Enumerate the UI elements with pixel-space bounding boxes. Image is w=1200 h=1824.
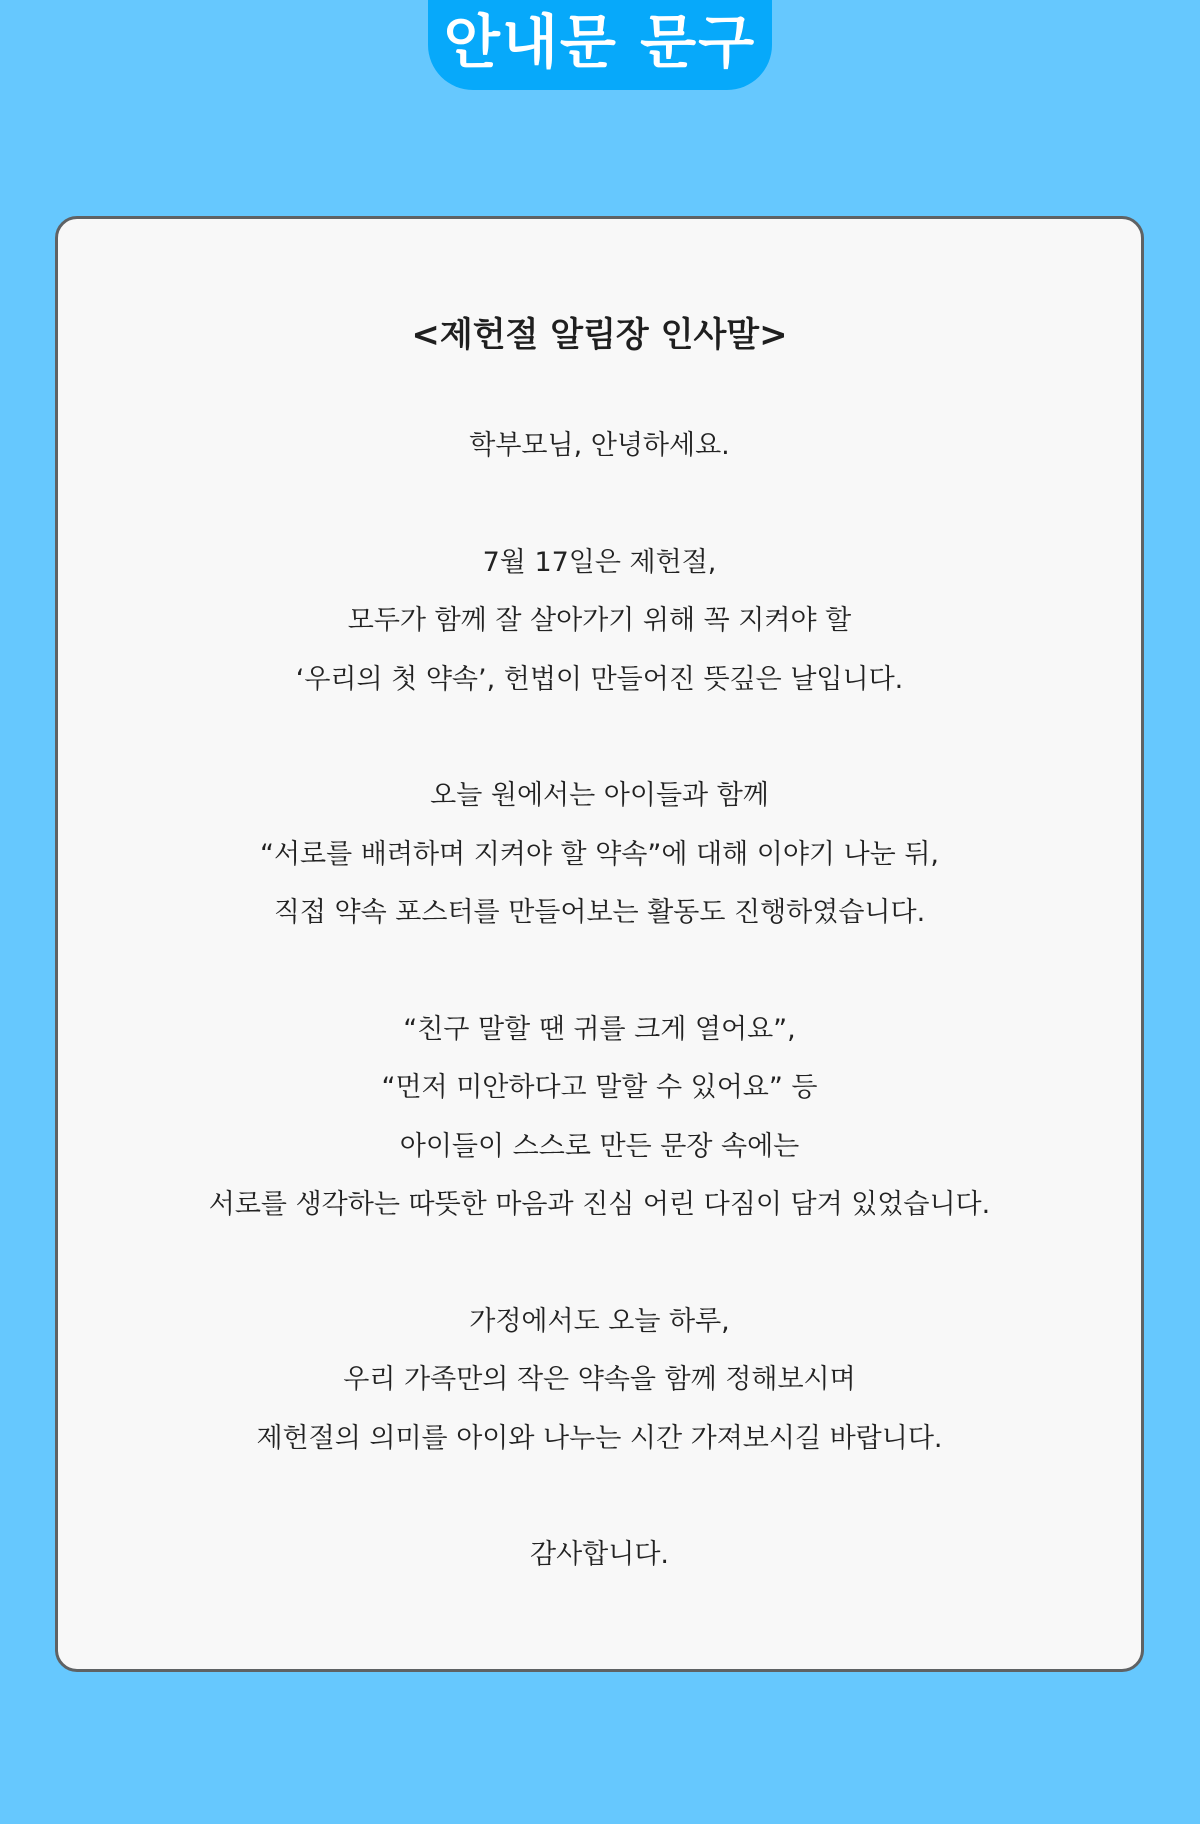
notice-line: 가정에서도 오늘 하루, <box>469 1305 730 1337</box>
notice-line: 7월 17일은 제헌절, <box>482 546 717 578</box>
notice-paragraph <box>58 1293 1141 1468</box>
notice-paragraph <box>58 1001 1141 1235</box>
notice-line: 우리 가족만의 작은 약속을 함께 정해보시며 <box>343 1364 856 1396</box>
notice-line: 학부모님, 안녕하세요. <box>469 430 730 461</box>
page-title: 안내문 문구 <box>443 8 757 76</box>
notice-paragraph <box>58 1526 1141 1584</box>
header-banner <box>428 0 772 90</box>
notice-line: 모두가 함께 잘 살아가기 위해 꼭 지켜야 할 <box>347 605 852 637</box>
notice-line: 직접 약속 포스터를 만들어보는 활동도 진행하였습니다. <box>273 897 926 929</box>
notice-line: 감사합니다. <box>530 1539 669 1571</box>
notice-paragraph <box>58 767 1141 942</box>
notice-line: ‘우리의 첫 약속’, 헌법이 만들어진 뜻깊은 날입니다. <box>295 663 904 695</box>
notice-card <box>55 216 1144 1672</box>
notice-paragraph <box>58 534 1141 709</box>
notice-body <box>58 417 1141 1585</box>
notice-line: 아이들이 스스로 만든 문장 속에는 <box>399 1130 800 1162</box>
notice-line: “친구 말할 땐 귀를 크게 열어요”, <box>403 1013 796 1045</box>
notice-line: “서로를 배려하며 지켜야 할 약속”에 대해 이야기 나눈 뒤, <box>259 838 940 870</box>
notice-paragraph <box>58 417 1141 475</box>
notice-line: 오늘 원에서는 아이들과 함께 <box>430 780 769 812</box>
notice-heading: <제헌절 알림장 인사말> <box>411 315 788 355</box>
notice-line: “먼저 미안하다고 말할 수 있어요” 등 <box>381 1072 818 1104</box>
notice-line: 서로를 생각하는 따뜻한 마음과 진심 어린 다짐이 담겨 있었습니다. <box>208 1189 991 1221</box>
notice-line: 제헌절의 의미를 아이와 나누는 시간 가져보시길 바랍니다. <box>256 1422 943 1454</box>
